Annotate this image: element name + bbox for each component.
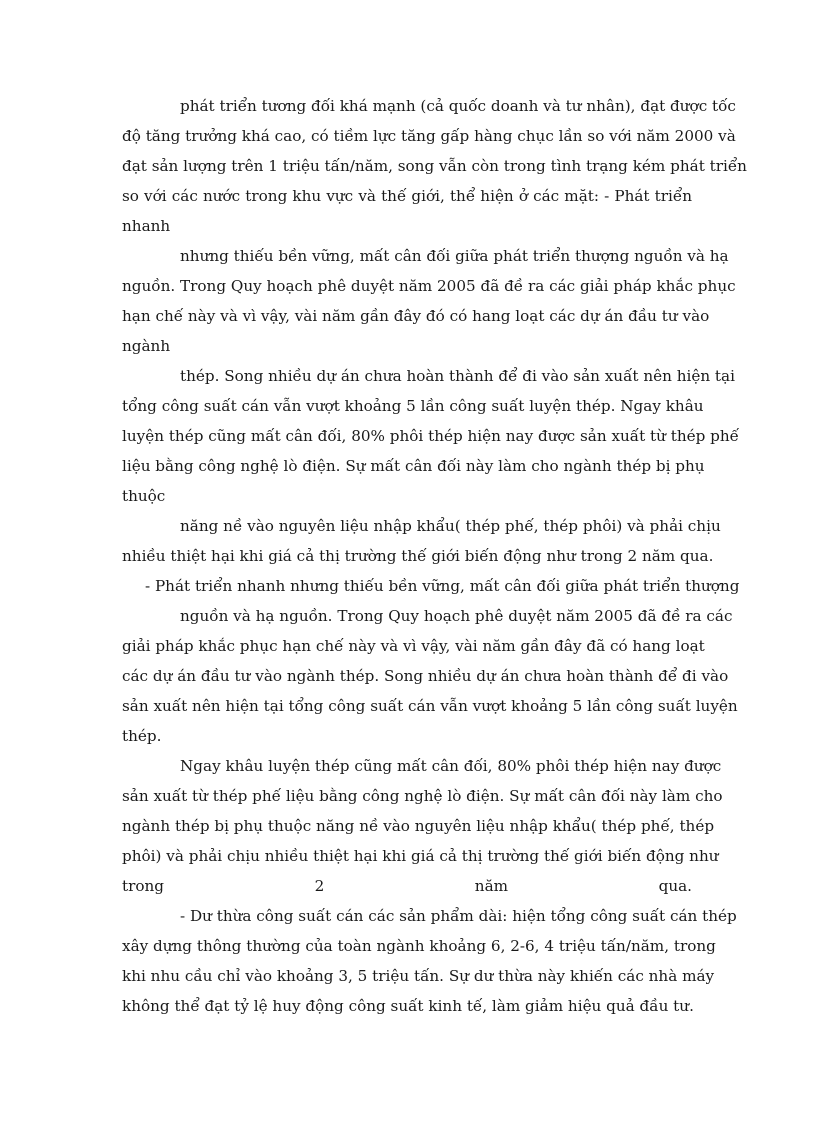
text-line: độ tăng trưởng khá cao, có tiềm lực tăng gấp hàng chục lần so với năm 2000 và — [122, 127, 736, 145]
text-line: sản xuất nên hiện tại tổng công suất cán vẫn vượt khoảng 5 lần công suất luyện — [122, 697, 738, 715]
text-line: các dự án đầu tư vào ngành thép. Song nhiều dự án chưa hoàn thành để đi vào — [122, 667, 729, 685]
text-line: sản xuất từ thép phế liệu bằng công nghệ lò điện. Sự mất cân đối này làm cho — [122, 787, 723, 805]
text-line: thép. Song nhiều dự án chưa hoàn thành để đi vào sản xuất nên hiện tại — [180, 367, 735, 385]
text-line: đạt sản lượng trên 1 triệu tấn/năm, song vẫn còn trong tình trạng kém phát triển — [122, 157, 747, 175]
text-line: hạn chế này và vì vậy, vài năm gần đây đó có hang loạt các dự án đầu tư vào — [122, 307, 710, 325]
text-line: ngành thép bị phụ thuộc năng nề vào nguyên liệu nhập khẩu( thép phế, thép — [122, 817, 715, 835]
text-line: - Phát triển nhanh nhưng thiếu bền vững, mất cân đối giữa phát triển thượng — [145, 577, 740, 595]
text-line: nhiều thiệt hại khi giá cả thị trường thế giới biến động như trong 2 năm qua. — [122, 547, 714, 565]
text-line: phôi) và phải chịu nhiều thiệt hại khi giá cả thị trường thế giới biến động như — [122, 847, 719, 865]
text-line: liệu bằng công nghệ lò điện. Sự mất cân đối này làm cho ngành thép bị phụ — [122, 457, 705, 475]
text-line: - Dư thừa công suất cán các sản phẩm dài: hiện tổng công suất cán thép — [180, 907, 737, 925]
text-line: năng nề vào nguyên liệu nhập khẩu( thép phế, thép phôi) và phải chịu — [180, 517, 721, 535]
text-line: khi nhu cầu chỉ vào khoảng 3, 5 triệu tấn. Sự dư thừa này khiến các nhà máy — [122, 967, 715, 985]
text-line: không thể đạt tỷ lệ huy động công suất kinh tế, làm giảm hiệu quả đầu tư. — [122, 997, 694, 1015]
text-line: thép. — [122, 727, 162, 745]
text-line: nhanh — [122, 217, 171, 235]
text-line: so với các nước trong khu vực và thế giới, thể hiện ở các mặt: - Phát triển — [122, 187, 692, 205]
text-line: Ngay khâu luyện thép cũng mất cân đối, 80% phôi thép hiện nay được — [180, 757, 722, 775]
text-line: nhưng thiếu bền vững, mất cân đối giữa phát triển thượng nguồn và hạ — [180, 247, 729, 265]
text-line: luyện thép cũng mất cân đối, 80% phôi thép hiện nay được sản xuất từ thép phế — [122, 427, 740, 445]
text-line: ngành — [122, 337, 171, 355]
text-line: giải pháp khắc phục hạn chế này và vì vậy, vài năm gần đây đã có hang loạt — [122, 637, 705, 655]
text-line: nguồn. Trong Quy hoạch phê duyệt năm 2005 đã đề ra các giải pháp khắc phục — [122, 277, 736, 295]
text-line: nguồn và hạ nguồn. Trong Quy hoạch phê duyệt năm 2005 đã đề ra các — [180, 607, 733, 625]
text-line: trong 2 năm qua. — [122, 877, 692, 895]
text-line: phát triển tương đối khá mạnh (cả quốc doanh và tư nhân), đạt được tốc — [180, 97, 736, 115]
text-line: tổng công suất cán vẫn vượt khoảng 5 lần công suất luyện thép. Ngay khâu — [122, 397, 704, 415]
text-line: thuộc — [122, 487, 166, 505]
text-line: xây dựng thông thường của toàn ngành khoảng 6, 2-6, 4 triệu tấn/năm, trong — [122, 937, 716, 955]
